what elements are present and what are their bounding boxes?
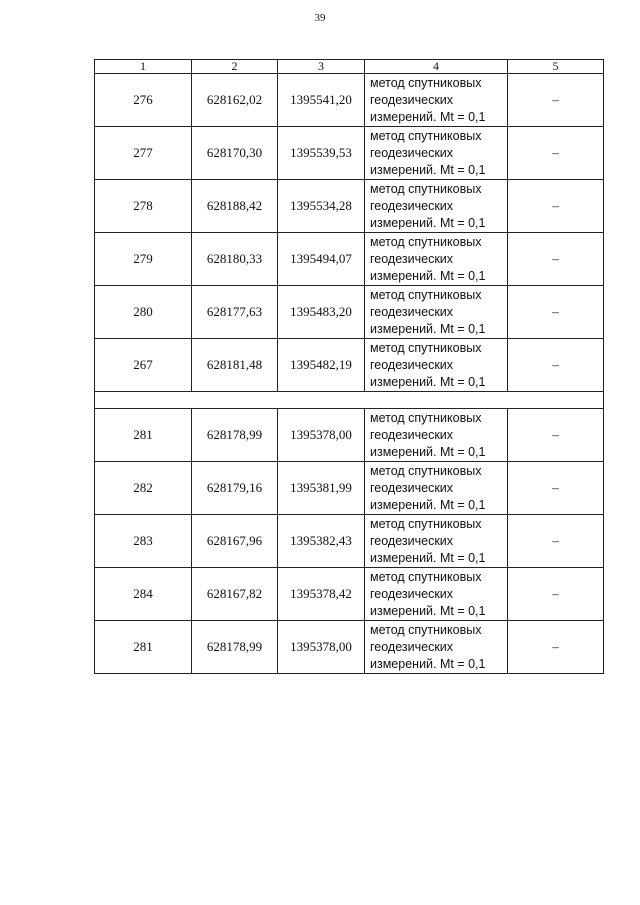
point-number-cell: 281 [95,409,192,462]
table-row [95,568,604,621]
method-cell [365,621,508,674]
method-text-line: измерений. Mt = 0,1 [370,374,486,389]
x-coordinate-cell: 628167,96 [192,515,278,568]
point-number-cell: 282 [95,462,192,515]
method-text-line: геодезических [370,480,454,495]
x-coordinate-cell: 628178,99 [192,409,278,462]
note-cell: – [508,462,604,515]
page-number: 39 [314,12,326,24]
method-cell [365,180,508,233]
note-cell: – [508,233,604,286]
y-coordinate-cell: 1395378,42 [278,568,365,621]
y-coordinate-cell: 1395494,07 [278,233,365,286]
x-coordinate-cell: 628162,02 [192,74,278,127]
method-text-line: геодезических [370,586,454,601]
method-text-line: измерений. Mt = 0,1 [370,550,486,565]
method-cell [365,515,508,568]
method-text-line: метод спутниковых [370,75,482,90]
point-number-cell: 280 [95,286,192,339]
method-text-line: геодезических [370,357,454,372]
method-text-line: метод спутниковых [370,287,482,302]
group-separator-row [95,392,604,409]
y-coordinate-cell: 1395534,28 [278,180,365,233]
point-number-cell: 277 [95,127,192,180]
note-cell: – [508,339,604,392]
x-coordinate-cell: 628188,42 [192,180,278,233]
note-cell: – [508,74,604,127]
method-text-line: геодезических [370,304,454,319]
method-text-line: измерений. Mt = 0,1 [370,497,486,512]
table-row [95,409,604,462]
method-cell [365,339,508,392]
method-text-line: геодезических [370,251,454,266]
point-number-cell: 279 [95,233,192,286]
method-text-line: измерений. Mt = 0,1 [370,603,486,618]
note-cell: – [508,286,604,339]
method-text-line: метод спутниковых [370,340,482,355]
method-text-line: метод спутниковых [370,181,482,196]
method-text-line: измерений. Mt = 0,1 [370,268,486,283]
method-cell [365,409,508,462]
x-coordinate-cell: 628181,48 [192,339,278,392]
y-coordinate-cell: 1395541,20 [278,74,365,127]
method-text-line: метод спутниковых [370,410,482,425]
point-number-cell: 283 [95,515,192,568]
note-cell: – [508,621,604,674]
note-cell: – [508,180,604,233]
y-coordinate-cell: 1395539,53 [278,127,365,180]
column-header-5: 5 [508,60,604,74]
method-cell [365,286,508,339]
method-text-line: метод спутниковых [370,463,482,478]
group-separator-cell [95,392,604,409]
method-text-line: измерений. Mt = 0,1 [370,321,486,336]
method-text-line: измерений. Mt = 0,1 [370,215,486,230]
x-coordinate-cell: 628170,30 [192,127,278,180]
y-coordinate-cell: 1395381,99 [278,462,365,515]
table-row [95,515,604,568]
point-number-cell: 276 [95,74,192,127]
method-cell [365,127,508,180]
method-text-line: геодезических [370,92,454,107]
y-coordinate-cell: 1395382,43 [278,515,365,568]
point-number-cell: 278 [95,180,192,233]
method-text-line: измерений. Mt = 0,1 [370,444,486,459]
method-text-line: метод спутниковых [370,622,482,637]
method-text-line: геодезических [370,639,454,654]
x-coordinate-cell: 628178,99 [192,621,278,674]
method-cell [365,233,508,286]
method-text-line: метод спутниковых [370,569,482,584]
table-row [95,74,604,127]
method-cell [365,462,508,515]
point-number-cell: 267 [95,339,192,392]
table-header-row [95,60,604,74]
table-row [95,462,604,515]
table-row [95,621,604,674]
method-text-line: измерений. Mt = 0,1 [370,656,486,671]
y-coordinate-cell: 1395378,00 [278,621,365,674]
column-header-1: 1 [95,60,192,74]
method-text-line: измерений. Mt = 0,1 [370,109,486,124]
method-text-line: измерений. Mt = 0,1 [370,162,486,177]
x-coordinate-cell: 628180,33 [192,233,278,286]
method-cell [365,568,508,621]
y-coordinate-cell: 1395482,19 [278,339,365,392]
method-text-line: метод спутниковых [370,128,482,143]
method-text-line: геодезических [370,427,454,442]
column-header-3: 3 [278,60,365,74]
method-text-line: геодезических [370,145,454,160]
y-coordinate-cell: 1395378,00 [278,409,365,462]
table-row [95,233,604,286]
x-coordinate-cell: 628167,82 [192,568,278,621]
method-text-line: геодезических [370,198,454,213]
table-row [95,180,604,233]
point-number-cell: 284 [95,568,192,621]
method-text-line: метод спутниковых [370,516,482,531]
y-coordinate-cell: 1395483,20 [278,286,365,339]
method-text-line: геодезических [370,533,454,548]
note-cell: – [508,409,604,462]
note-cell: – [508,127,604,180]
table-row [95,339,604,392]
point-number-cell: 281 [95,621,192,674]
method-cell [365,74,508,127]
coordinates-table [94,59,604,674]
x-coordinate-cell: 628179,16 [192,462,278,515]
method-text-line: метод спутниковых [370,234,482,249]
table-row [95,286,604,339]
note-cell: – [508,515,604,568]
x-coordinate-cell: 628177,63 [192,286,278,339]
column-header-4: 4 [365,60,508,74]
column-header-2: 2 [192,60,278,74]
table-row [95,127,604,180]
note-cell: – [508,568,604,621]
